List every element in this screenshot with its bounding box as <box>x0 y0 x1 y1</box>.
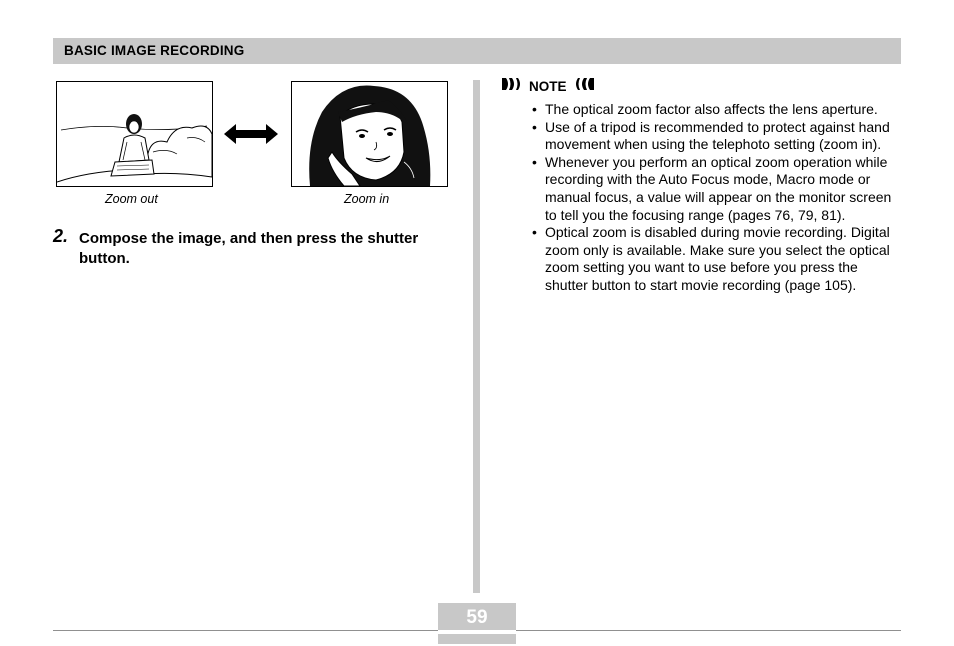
note-list <box>532 101 900 295</box>
note-item-text: Use of a tripod is recommended to protect against hand movement when using the telephoto setting (zoom in). <box>545 118 890 153</box>
zoom-out-illustration <box>56 81 213 187</box>
note-item-text: Whenever you perform an optical zoom operation while recording with the Auto Focus mode, Macro mode or manual focus, a value will appear on the monitor screen to tell you the focusing range (pages 76, 79, 81). <box>545 153 892 223</box>
zoom-in-illustration <box>291 81 448 187</box>
page-number-box <box>438 603 516 644</box>
double-arrow-icon <box>224 122 278 151</box>
note-heading <box>502 78 594 94</box>
note-right-marker-icon <box>572 77 594 95</box>
note-item: • The optical zoom factor also affects the lens aperture. <box>532 101 878 117</box>
note-left-marker-icon <box>502 77 524 95</box>
section-title: BASIC IMAGE RECORDING <box>64 43 245 58</box>
note-item: • Optical zoom is disabled during movie recording. Digital zoom only is available. Make sure you select the optical zoom setting you want to use before you press the shutter button to start movie recording (page 105). <box>532 224 890 293</box>
step-number: 2. <box>53 226 69 246</box>
zoom-in-caption: Zoom in <box>344 192 390 206</box>
note-label: NOTE <box>529 78 567 94</box>
note-item: • Whenever you perform an optical zoom operation while recording with the Auto Focus mode, Macro mode or manual focus, a value will appear on the monitor screen to tell you the focusing range (pages 76, 79, 81). <box>532 153 892 223</box>
section-header-bar <box>53 38 901 64</box>
note-item-text: The optical zoom factor also affects the lens aperture. <box>545 101 878 117</box>
step-instruction: Compose the image, and then press the shutter button. <box>79 230 419 267</box>
note-item-text: Optical zoom is disabled during movie recording. Digital zoom only is available. Make sure you select the optical zoom setting you want to use before you press the shutter button to start movie recording (page 105). <box>545 224 890 293</box>
zoom-out-caption: Zoom out <box>105 192 158 206</box>
note-item: • Use of a tripod is recommended to protect against hand movement when using the telephoto setting (zoom in). <box>532 118 890 153</box>
page-number: 59 <box>466 607 488 628</box>
column-divider <box>473 80 480 593</box>
